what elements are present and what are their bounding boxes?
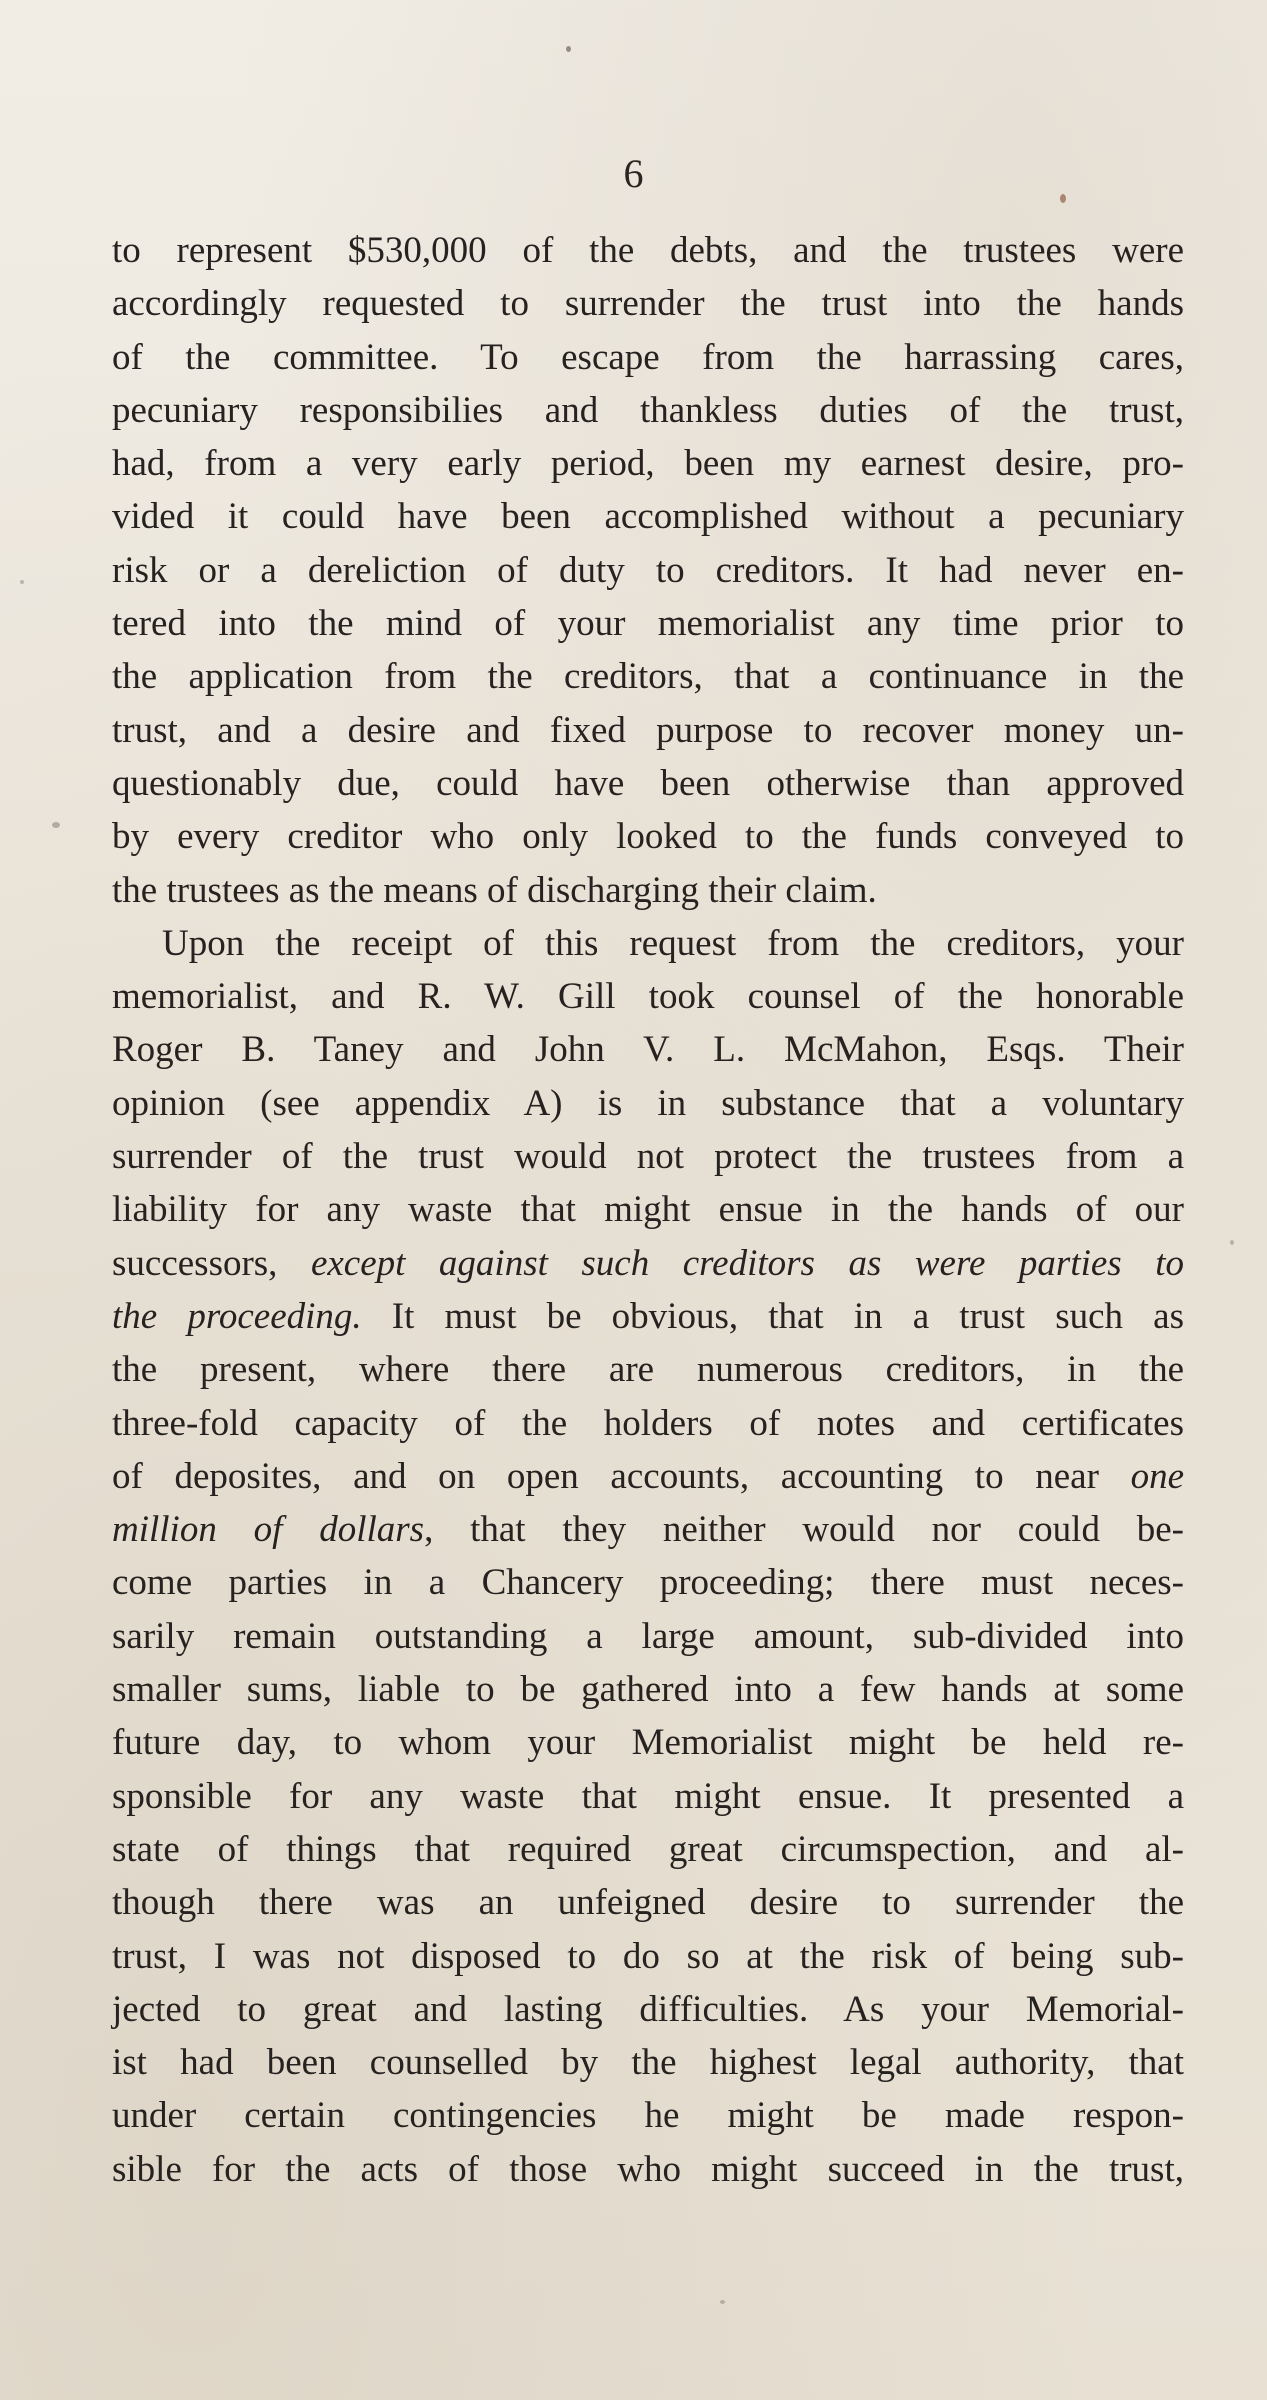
text-line: sponsible for any waste that might ensue. It presented a	[112, 1775, 1184, 1817]
text-line: surrender of the trust would not protect the trustees from a	[112, 1136, 1184, 1178]
italic-phrase: except against such creditors as were parties to	[310, 1242, 1184, 1284]
text-line: had, from a very early period, been my earnest desire, pro-	[112, 443, 1184, 485]
paragraph-2	[112, 917, 1184, 2196]
italic-phrase: the proceeding.	[112, 1295, 362, 1337]
text-body	[112, 224, 1184, 2196]
text-line: come parties in a Chancery proceeding; there must neces-	[112, 1562, 1184, 1604]
paper-speck	[20, 580, 24, 584]
text-line: risk or a dereliction of duty to creditors. It had never en-	[112, 549, 1184, 591]
paragraph-1	[112, 224, 1184, 917]
text-line: liability for any waste that might ensue in the hands of our	[112, 1189, 1184, 1231]
text-line: million of dollars, that they neither would nor could be-	[112, 1509, 1184, 1551]
text-line: the application from the creditors, that a continuance in the	[112, 656, 1184, 698]
text-line: jected to great and lasting difficulties. As your Memorial-	[112, 1988, 1184, 2030]
text-line: three-fold capacity of the holders of notes and certificates	[112, 1402, 1184, 1444]
text-line: pecuniary responsibilies and thankless duties of the trust,	[112, 389, 1184, 431]
page-number: 6	[623, 151, 644, 196]
text-line: Upon the receipt of this request from the creditors, your	[162, 922, 1184, 964]
text-line: under certain contingencies he might be made respon-	[112, 2095, 1184, 2137]
text-line: by every creditor who only looked to the funds conveyed to	[112, 816, 1184, 858]
text-line: smaller sums, liable to be gathered into a few hands at some	[112, 1669, 1184, 1711]
paper-speck	[566, 46, 571, 52]
text-line: memorialist, and R. W. Gill took counsel of the honorable	[112, 976, 1184, 1018]
text-line: state of things that required great circumspection, and al-	[112, 1828, 1184, 1870]
text-line: the present, where there are numerous creditors, in the	[112, 1349, 1184, 1391]
text-line: tered into the mind of your memorialist any time prior to	[112, 603, 1184, 645]
text-line: vided it could have been accomplished without a pecuniary	[112, 496, 1184, 538]
text-line: trust, and a desire and fixed purpose to recover money un-	[112, 709, 1184, 751]
paper-speck	[52, 822, 60, 828]
text-line: accordingly requested to surrender the trust into the hands	[112, 283, 1184, 325]
text-line: sarily remain outstanding a large amount, sub-divided into	[112, 1615, 1184, 1657]
text-line: to represent $530,000 of the debts, and the trustees were	[112, 230, 1184, 271]
text-line: opinion (see appendix A) is in substance that a voluntary	[112, 1082, 1184, 1124]
italic-phrase: million of dollars	[112, 1509, 425, 1551]
text-line: questionably due, could have been otherwise than approved	[112, 762, 1184, 804]
text-line: the trustees as the means of discharging their claim.	[112, 869, 877, 911]
italic-phrase: one	[1130, 1455, 1184, 1497]
paper-speck	[1060, 194, 1066, 203]
text-line: though there was an unfeigned desire to surrender the	[112, 1882, 1184, 1924]
text-line: sible for the acts of those who might succeed in the trust,	[112, 2148, 1184, 2190]
text-line: the proceeding. It must be obvious, that in a trust such as	[112, 1295, 1184, 1337]
text-line: successors, except against such creditors as were parties to	[112, 1242, 1184, 1284]
paper-speck	[1230, 1240, 1234, 1245]
text-line: trust, I was not disposed to do so at the risk of being sub-	[112, 1935, 1184, 1977]
text-line: ist had been counselled by the highest legal authority, that	[112, 2042, 1184, 2084]
text-line: of deposites, and on open accounts, accounting to near one	[112, 1455, 1184, 1497]
text-line: Roger B. Taney and John V. L. McMahon, Esqs. Their	[112, 1029, 1184, 1071]
text-line: of the committee. To escape from the harrassing cares,	[112, 336, 1184, 378]
paper-speck	[720, 2300, 725, 2304]
text-line: future day, to whom your Memorialist might be held re-	[112, 1722, 1184, 1764]
